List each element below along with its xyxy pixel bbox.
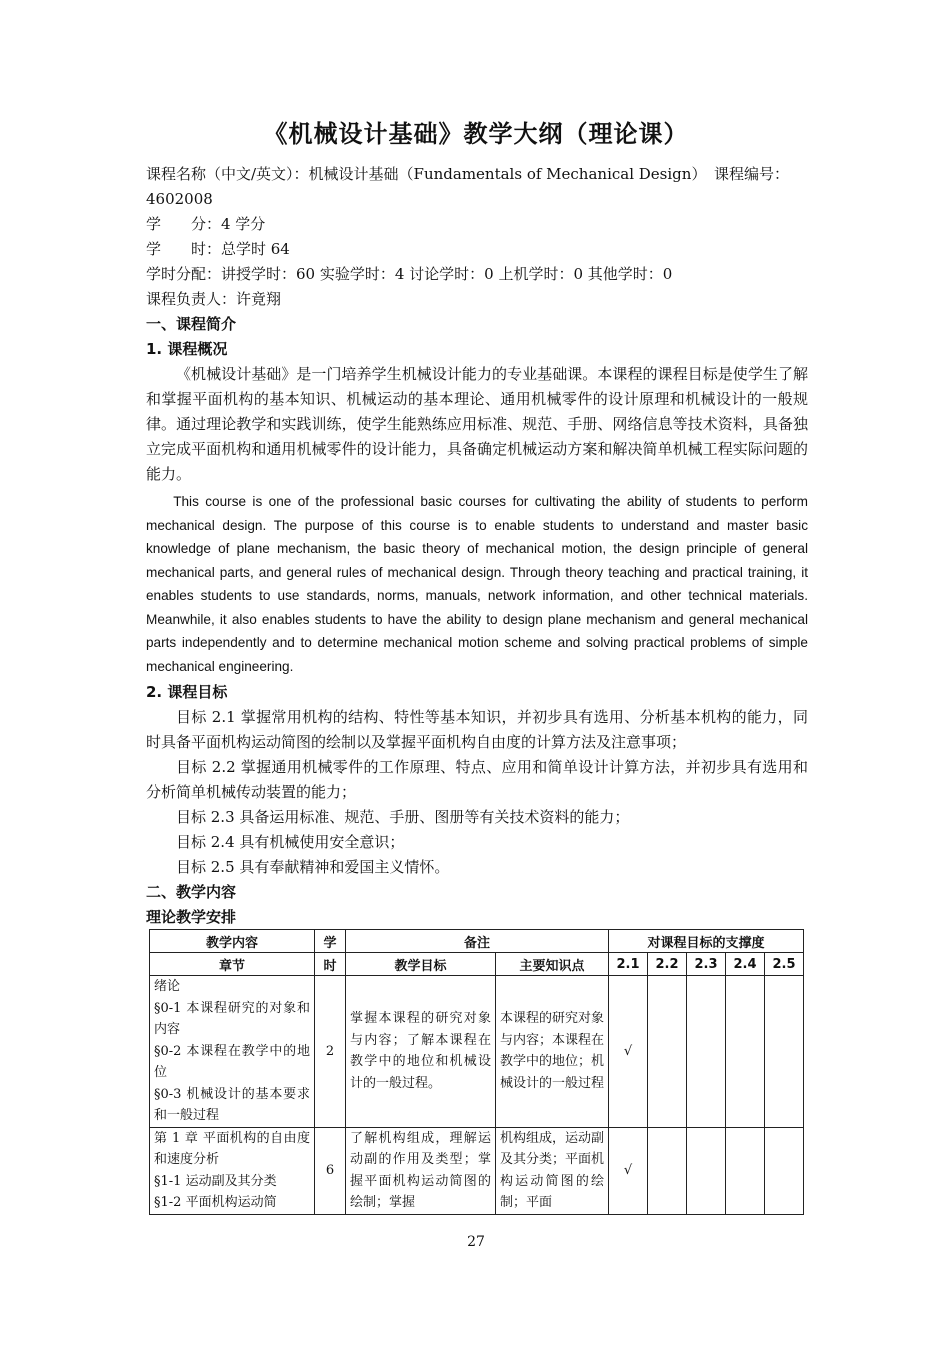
row-mark-2-3 [687, 1127, 726, 1214]
row-mark-2-3 [687, 976, 726, 1128]
goal-2-4: 目标 2.4 具有机械使用安全意识； [176, 833, 405, 851]
course-code: 4602008 [146, 190, 213, 208]
row-knowledge: 机构组成，运动副及其分类；平面机构运动简图的绘制；平面 [496, 1127, 609, 1214]
table-row [150, 1127, 804, 1214]
header-goal-2-2: 2.2 [648, 953, 687, 976]
hours-line: 学 时：总学时 64 [146, 240, 290, 258]
chapter-line: §1-1 运动副及其分类 [154, 1173, 277, 1189]
row-mark-2-1: √ [609, 976, 648, 1128]
row-hours: 6 [315, 1127, 346, 1214]
course-leader: 课程负责人：许竟翔 [146, 290, 282, 308]
overview-paragraph-en: This course is one of the professional basic courses for cultivating the ability of students to perform mechanical design. The purpose of this course is to enable students to understand and master basic knowledge of plane mechanism, the basic theory of mechanical motion, the design principle of general mechanical parts, and general rules of mechanical design. Through theory teaching and practical training, it enables students to use standards, norms, manuals, network information, and other technical materials. Meanwhile, it also enables students to have the ability to design plane mechanism and general mechanical parts independently and to determine mechanical motion scheme and solving practical problems of simple mechanical engineering. [146, 494, 808, 674]
header-hours-bottom: 时 [315, 953, 346, 976]
chapter-line: 绪论 [154, 979, 181, 994]
row-chapter-cell [150, 1127, 315, 1214]
header-chapter: 章节 [150, 953, 315, 976]
row-objective: 了解机构组成，理解运动副的作用及类型；掌握平面机构运动简图的绘制；掌握 [346, 1127, 496, 1214]
document-title: 《机械设计基础》教学大纲（理论课） [263, 120, 689, 148]
chapter-line: §1-2 平面机构运动简 [154, 1195, 277, 1210]
table-header-row-1 [150, 930, 804, 953]
header-goal-2-4: 2.4 [726, 953, 765, 976]
goal-2-2: 目标 2.2 掌握通用机械零件的工作原理、特点、应用和简单设计计算方法，并初步具有选用和分析简单机械传动装置的能力； [146, 758, 808, 801]
teaching-schedule-table [149, 929, 804, 1215]
subheading-overview: 1. 课程概况 [146, 340, 228, 358]
document-body [146, 162, 808, 930]
row-mark-2-5 [765, 1127, 804, 1214]
header-notes: 备注 [346, 930, 609, 953]
row-mark-2-4 [726, 976, 765, 1128]
overview-paragraph-cn: 《机械设计基础》是一门培养学生机械设计能力的专业基础课。本课程的课程目标是使学生了解和掌握平面机构的基本知识、机械运动的基本理论、通用机械零件的设计原理和机械设计的一般规律。通过理论教学和实践训练，使学生能熟练应用标准、规范、手册、网络信息等技术资料，具备独立完成平面机构和通用机械零件的设计能力，具备确定机械运动方案和解决简单机械工程实际问题的能力。 [146, 365, 808, 483]
chapter-line: §0-3 机械设计的基本要求和一般过程 [154, 1086, 310, 1123]
goal-2-3: 目标 2.3 具备运用标准、规范、手册、图册等有关技术资料的能力； [176, 808, 630, 826]
header-hours-top: 学 [315, 930, 346, 953]
page-number: 27 [467, 1234, 485, 1250]
hours-distribution: 学时分配：讲授学时：60 实验学时：4 讨论学时：0 上机学时：0 其他学时：0 [146, 265, 673, 283]
section-heading-intro: 一、课程简介 [146, 315, 237, 333]
chapter-line: 第 1 章 平面机构的自由度和速度分析 [154, 1130, 310, 1167]
header-content: 教学内容 [150, 930, 315, 953]
row-mark-2-2 [648, 976, 687, 1128]
table-row [150, 976, 804, 1128]
row-mark-2-5 [765, 976, 804, 1128]
section-heading-content: 二、教学内容 [146, 883, 237, 901]
goal-2-5: 目标 2.5 具有奉献精神和爱国主义情怀。 [176, 858, 450, 876]
chapter-line: §0-1 本课程研究的对象和内容 [154, 1000, 310, 1037]
header-goal-2-5: 2.5 [765, 953, 804, 976]
row-hours: 2 [315, 976, 346, 1128]
header-support: 对课程目标的支撑度 [609, 930, 804, 953]
row-knowledge: 本课程的研究对象与内容；本课程在教学中的地位；机械设计的一般过程 [496, 976, 609, 1128]
row-mark-2-1: √ [609, 1127, 648, 1214]
header-goal-2-3: 2.3 [687, 953, 726, 976]
subheading-schedule: 理论教学安排 [146, 908, 237, 926]
header-knowledge: 主要知识点 [496, 953, 609, 976]
header-goal-2-1: 2.1 [609, 953, 648, 976]
course-name-line: 课程名称（中文/英文）：机械设计基础（Fundamentals of Mechanical Design） 课程编号： [146, 165, 789, 183]
credit-line: 学 分：4 学分 [146, 215, 266, 233]
row-mark-2-4 [726, 1127, 765, 1214]
row-mark-2-2 [648, 1127, 687, 1214]
subheading-goals: 2. 课程目标 [146, 683, 228, 701]
row-objective: 掌握本课程的研究对象与内容；了解本课程在教学中的地位和机械设计的一般过程。 [346, 976, 496, 1128]
chapter-line: §0-2 本课程在教学中的地位 [154, 1043, 310, 1080]
goal-2-1: 目标 2.1 掌握常用机构的结构、特性等基本知识，并初步具有选用、分析基本机构的能力，同时具备平面机构运动简图的绘制以及掌握平面机构自由度的计算方法及注意事项； [146, 708, 808, 751]
table-header-row-2 [150, 953, 804, 976]
header-objective: 教学目标 [346, 953, 496, 976]
row-chapter-cell [150, 976, 315, 1128]
